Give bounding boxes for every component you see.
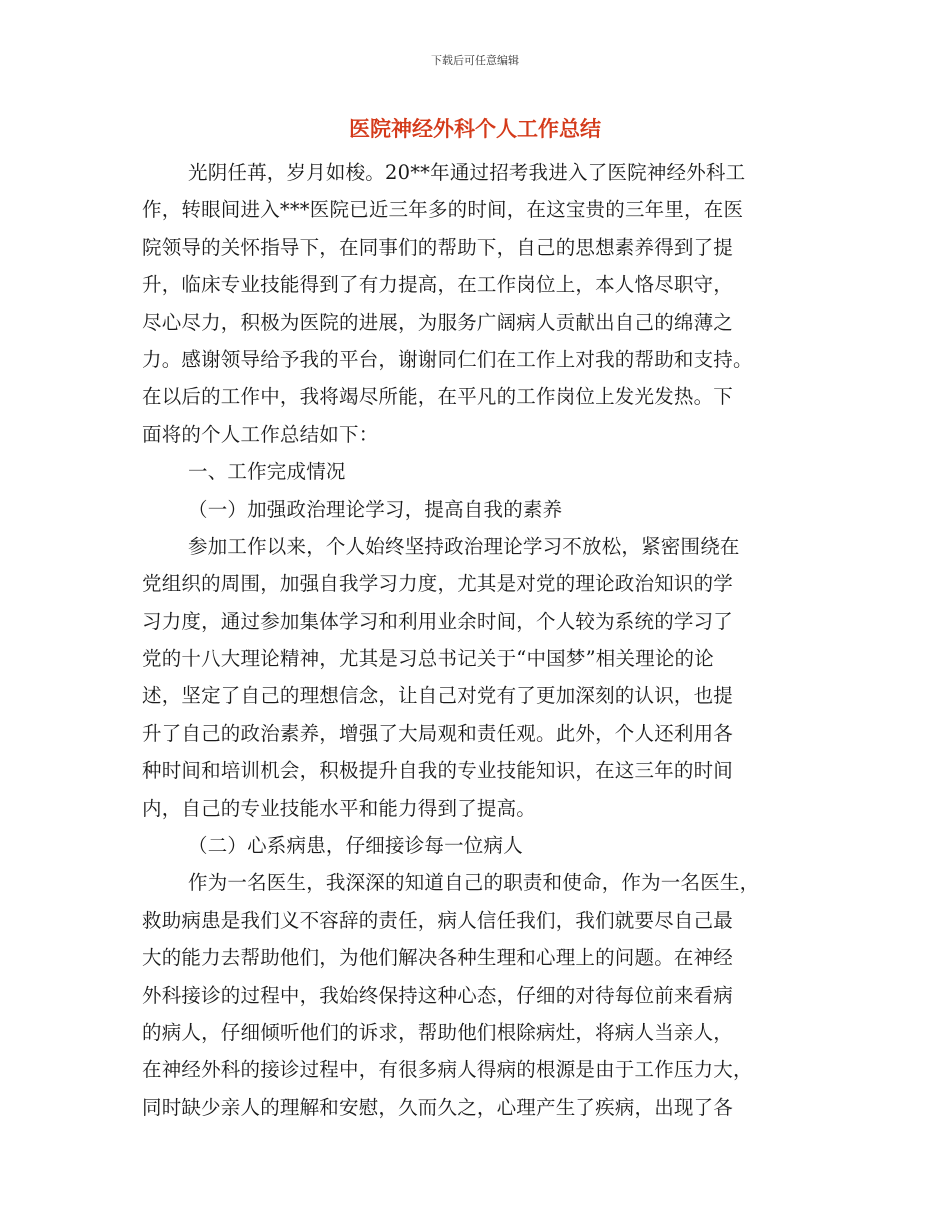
- text-line: 作为一名医生，我深深的知道自己的职责和使命，作为一名医生，: [188, 871, 760, 895]
- text-line: 升了自己的政治素养，增强了大局观和责任观。此外，个人还利用各: [142, 721, 734, 745]
- text-line: 的病人，仔细倾听他们的诉求，帮助他们根除病灶，将病人当亲人，: [142, 1020, 734, 1044]
- text-line: 参加工作以来，个人始终坚持政治理论学习不放松，紧密围绕在: [188, 534, 740, 558]
- text-line: 党组织的周围，加强自我学习力度，尤其是对党的理论政治知识的学: [142, 572, 734, 596]
- text-line: 在神经外科的接诊过程中，有很多病人得病的根源是由于工作压力大，: [142, 1058, 753, 1082]
- text-line: 院领导的关怀指导下，在同事们的帮助下，自己的思想素养得到了提: [142, 235, 734, 259]
- text-line: 尽心尽力，积极为医院的进展，为服务广阔病人贡献出自己的绵薄之: [142, 310, 734, 334]
- text-line: 救助病患是我们义不容辞的责任，病人信任我们，我们就要尽自己最: [142, 908, 734, 932]
- document-title: 医院神经外科个人工作总结: [349, 117, 601, 141]
- text-line: 党的十八大理论精神，尤其是习总书记关于“中国梦”相关理论的论: [142, 647, 714, 671]
- text-line: 外科接诊的过程中，我始终保持这种心态，仔细的对待每位前来看病: [142, 983, 734, 1007]
- text-line: 升，临床专业技能得到了有力提高，在工作岗位上，本人恪尽职守，: [142, 273, 734, 297]
- text-line: 作，转眼间进入***医院已近三年多的时间，在这宝贵的三年里，在医: [142, 198, 744, 222]
- text-line: （二）心系病患，仔细接诊每一位病人: [188, 834, 523, 858]
- header-note: 下载后可任意编辑: [431, 54, 519, 67]
- text-line: 种时间和培训机会，积极提升自我的专业技能知识，在这三年的时间: [142, 759, 734, 783]
- text-line: 同时缺少亲人的理解和安慰，久而久之，心理产生了疾病，出现了各: [142, 1095, 734, 1119]
- document-body: [142, 160, 807, 1132]
- text-line: 面将的个人工作总结如下：: [142, 422, 379, 446]
- text-line: 习力度，通过参加集体学习和利用业余时间，个人较为系统的学习了: [142, 609, 734, 633]
- text-line: 内，自己的专业技能水平和能力得到了提高。: [142, 796, 537, 820]
- text-line: 在以后的工作中，我将竭尽所能，在平凡的工作岗位上发光发热。下: [142, 385, 734, 409]
- text-line: 大的能力去帮助他们，为他们解决各种生理和心理上的问题。在神经: [142, 946, 734, 970]
- text-line: 述，坚定了自己的理想信念，让自己对党有了更加深刻的认识，也提: [142, 684, 734, 708]
- text-line: 一、工作完成情况: [188, 460, 346, 484]
- text-line: 光阴任苒，岁月如梭。20**年通过招考我进入了医院神经外科工: [188, 161, 746, 184]
- text-line: 力。感谢领导给予我的平台，谢谢同仁们在工作上对我的帮助和支持。: [142, 347, 753, 371]
- text-line: （一）加强政治理论学习，提高自我的素养: [188, 497, 563, 521]
